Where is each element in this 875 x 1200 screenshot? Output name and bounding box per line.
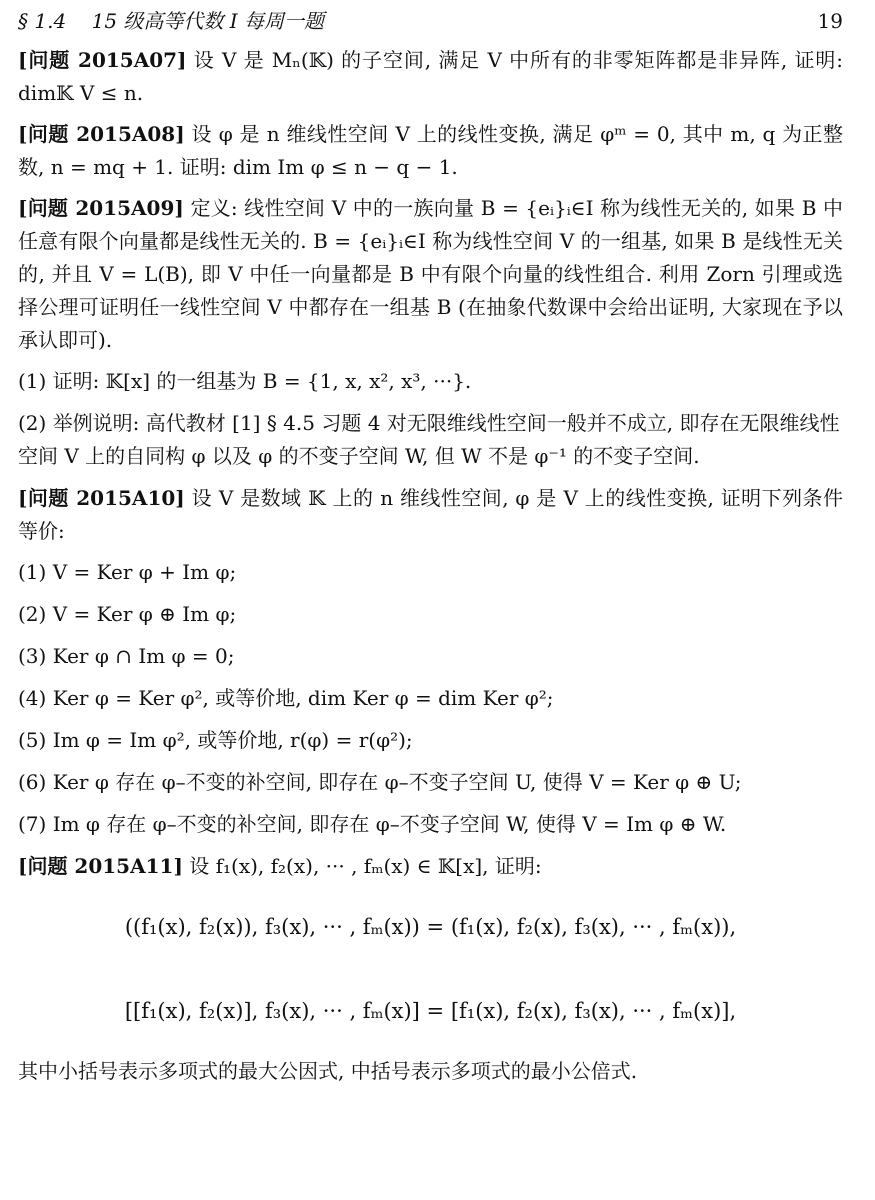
section-number: § 1.4 bbox=[18, 9, 67, 33]
problem-2015a08 bbox=[18, 118, 843, 184]
problem-2015a10 bbox=[18, 482, 843, 548]
problem-2015a09 bbox=[18, 192, 843, 357]
problem-2015a07 bbox=[18, 44, 843, 110]
problem-note: 其中小括号表示多项式的最大公因式, 中括号表示多项式的最小公倍式. bbox=[18, 1059, 638, 1083]
condition-item: (2) V = Ker φ ⊕ Im φ; bbox=[18, 602, 237, 626]
problem-item: (1) 证明: 𝕂[x] 的一组基为 B = {1, x, x², x³, ···}. bbox=[18, 369, 472, 393]
chapter-title: 15 级高等代数 I 每周一题 bbox=[91, 9, 325, 33]
problem-text: 定义: 线性空间 V 中的一族向量 B = {eᵢ}ᵢ∈I 称为线性无关的, 如果 B 中任意有限个向量都是线性无关的. B = {eᵢ}ᵢ∈I 称为线性空间 V 的一组基, 如果 B 是线性无关的, 并且 V = L(B), 即 V 中任一向量都是 B 中有限个向量的线性组合. 利用 Zorn 引理或选择公理可证明任一线性空间 V 中都存在一组基 B (在抽象代数课中会给出证明, 大家现在予以承认即可). bbox=[18, 196, 843, 352]
problem-label: [问题 2015A09] bbox=[18, 196, 184, 220]
condition-item: (7) Im φ 存在 φ–不变的补空间, 即存在 φ–不变子空间 W, 使得 V = Im φ ⊕ W. bbox=[18, 812, 727, 836]
condition-item: (1) V = Ker φ + Im φ; bbox=[18, 560, 237, 584]
problem-text: 设 V 是数域 𝕂 上的 n 维线性空间, φ 是 V 上的线性变换, 证明下列条件等价: bbox=[18, 486, 844, 543]
problem-label: [问题 2015A11] bbox=[18, 854, 183, 878]
problem-text: 设 V 是 Mₙ(𝕂) 的子空间, 满足 V 中所有的非零矩阵都是非异阵, 证明: dim𝕂 V ≤ n. bbox=[18, 48, 844, 105]
problem-label: [问题 2015A07] bbox=[18, 48, 187, 72]
problem-2015a11 bbox=[18, 850, 843, 883]
problem-label: [问题 2015A10] bbox=[18, 486, 185, 510]
running-header bbox=[18, 6, 843, 44]
condition-item: (6) Ker φ 存在 φ–不变的补空间, 即存在 φ–不变子空间 U, 使得 V = Ker φ ⊕ U; bbox=[18, 770, 742, 794]
header-title bbox=[18, 6, 324, 44]
condition-item: (5) Im φ = Im φ², 或等价地, r(φ) = r(φ²); bbox=[18, 728, 413, 752]
condition-item: (3) Ker φ ∩ Im φ = 0; bbox=[18, 644, 235, 668]
problem-item: (2) 举例说明: 高代教材 [1] § 4.5 习题 4 对无限维线性空间一般并不成立, 即存在无限维线性空间 V 上的自同构 φ 以及 φ 的不变子空间 W, 但 W 不是 φ⁻¹ 的不变子空间. bbox=[18, 411, 840, 468]
problem-text: 设 φ 是 n 维线性空间 V 上的线性变换, 满足 φᵐ = 0, 其中 m, q 为正整数, n = mq + 1. 证明: dim Im φ ≤ n − q − 1. bbox=[18, 122, 843, 179]
problem-text: 设 f₁(x), f₂(x), ··· , fₘ(x) ∈ 𝕂[x], 证明: bbox=[189, 854, 542, 878]
problem-label: [问题 2015A08] bbox=[18, 122, 185, 146]
gcd-formula: ((f₁(x), f₂(x)), f₃(x), ··· , fₘ(x)) = (f₁(x), f₂(x), f₃(x), ··· , fₘ(x)), bbox=[124, 915, 737, 939]
condition-item: (4) Ker φ = Ker φ², 或等价地, dim Ker φ = dim Ker φ²; bbox=[18, 686, 554, 710]
page-number: 19 bbox=[817, 9, 843, 33]
lcm-formula: [[f₁(x), f₂(x)], f₃(x), ··· , fₘ(x)] = [f₁(x), f₂(x), f₃(x), ··· , fₘ(x)], bbox=[124, 999, 737, 1023]
